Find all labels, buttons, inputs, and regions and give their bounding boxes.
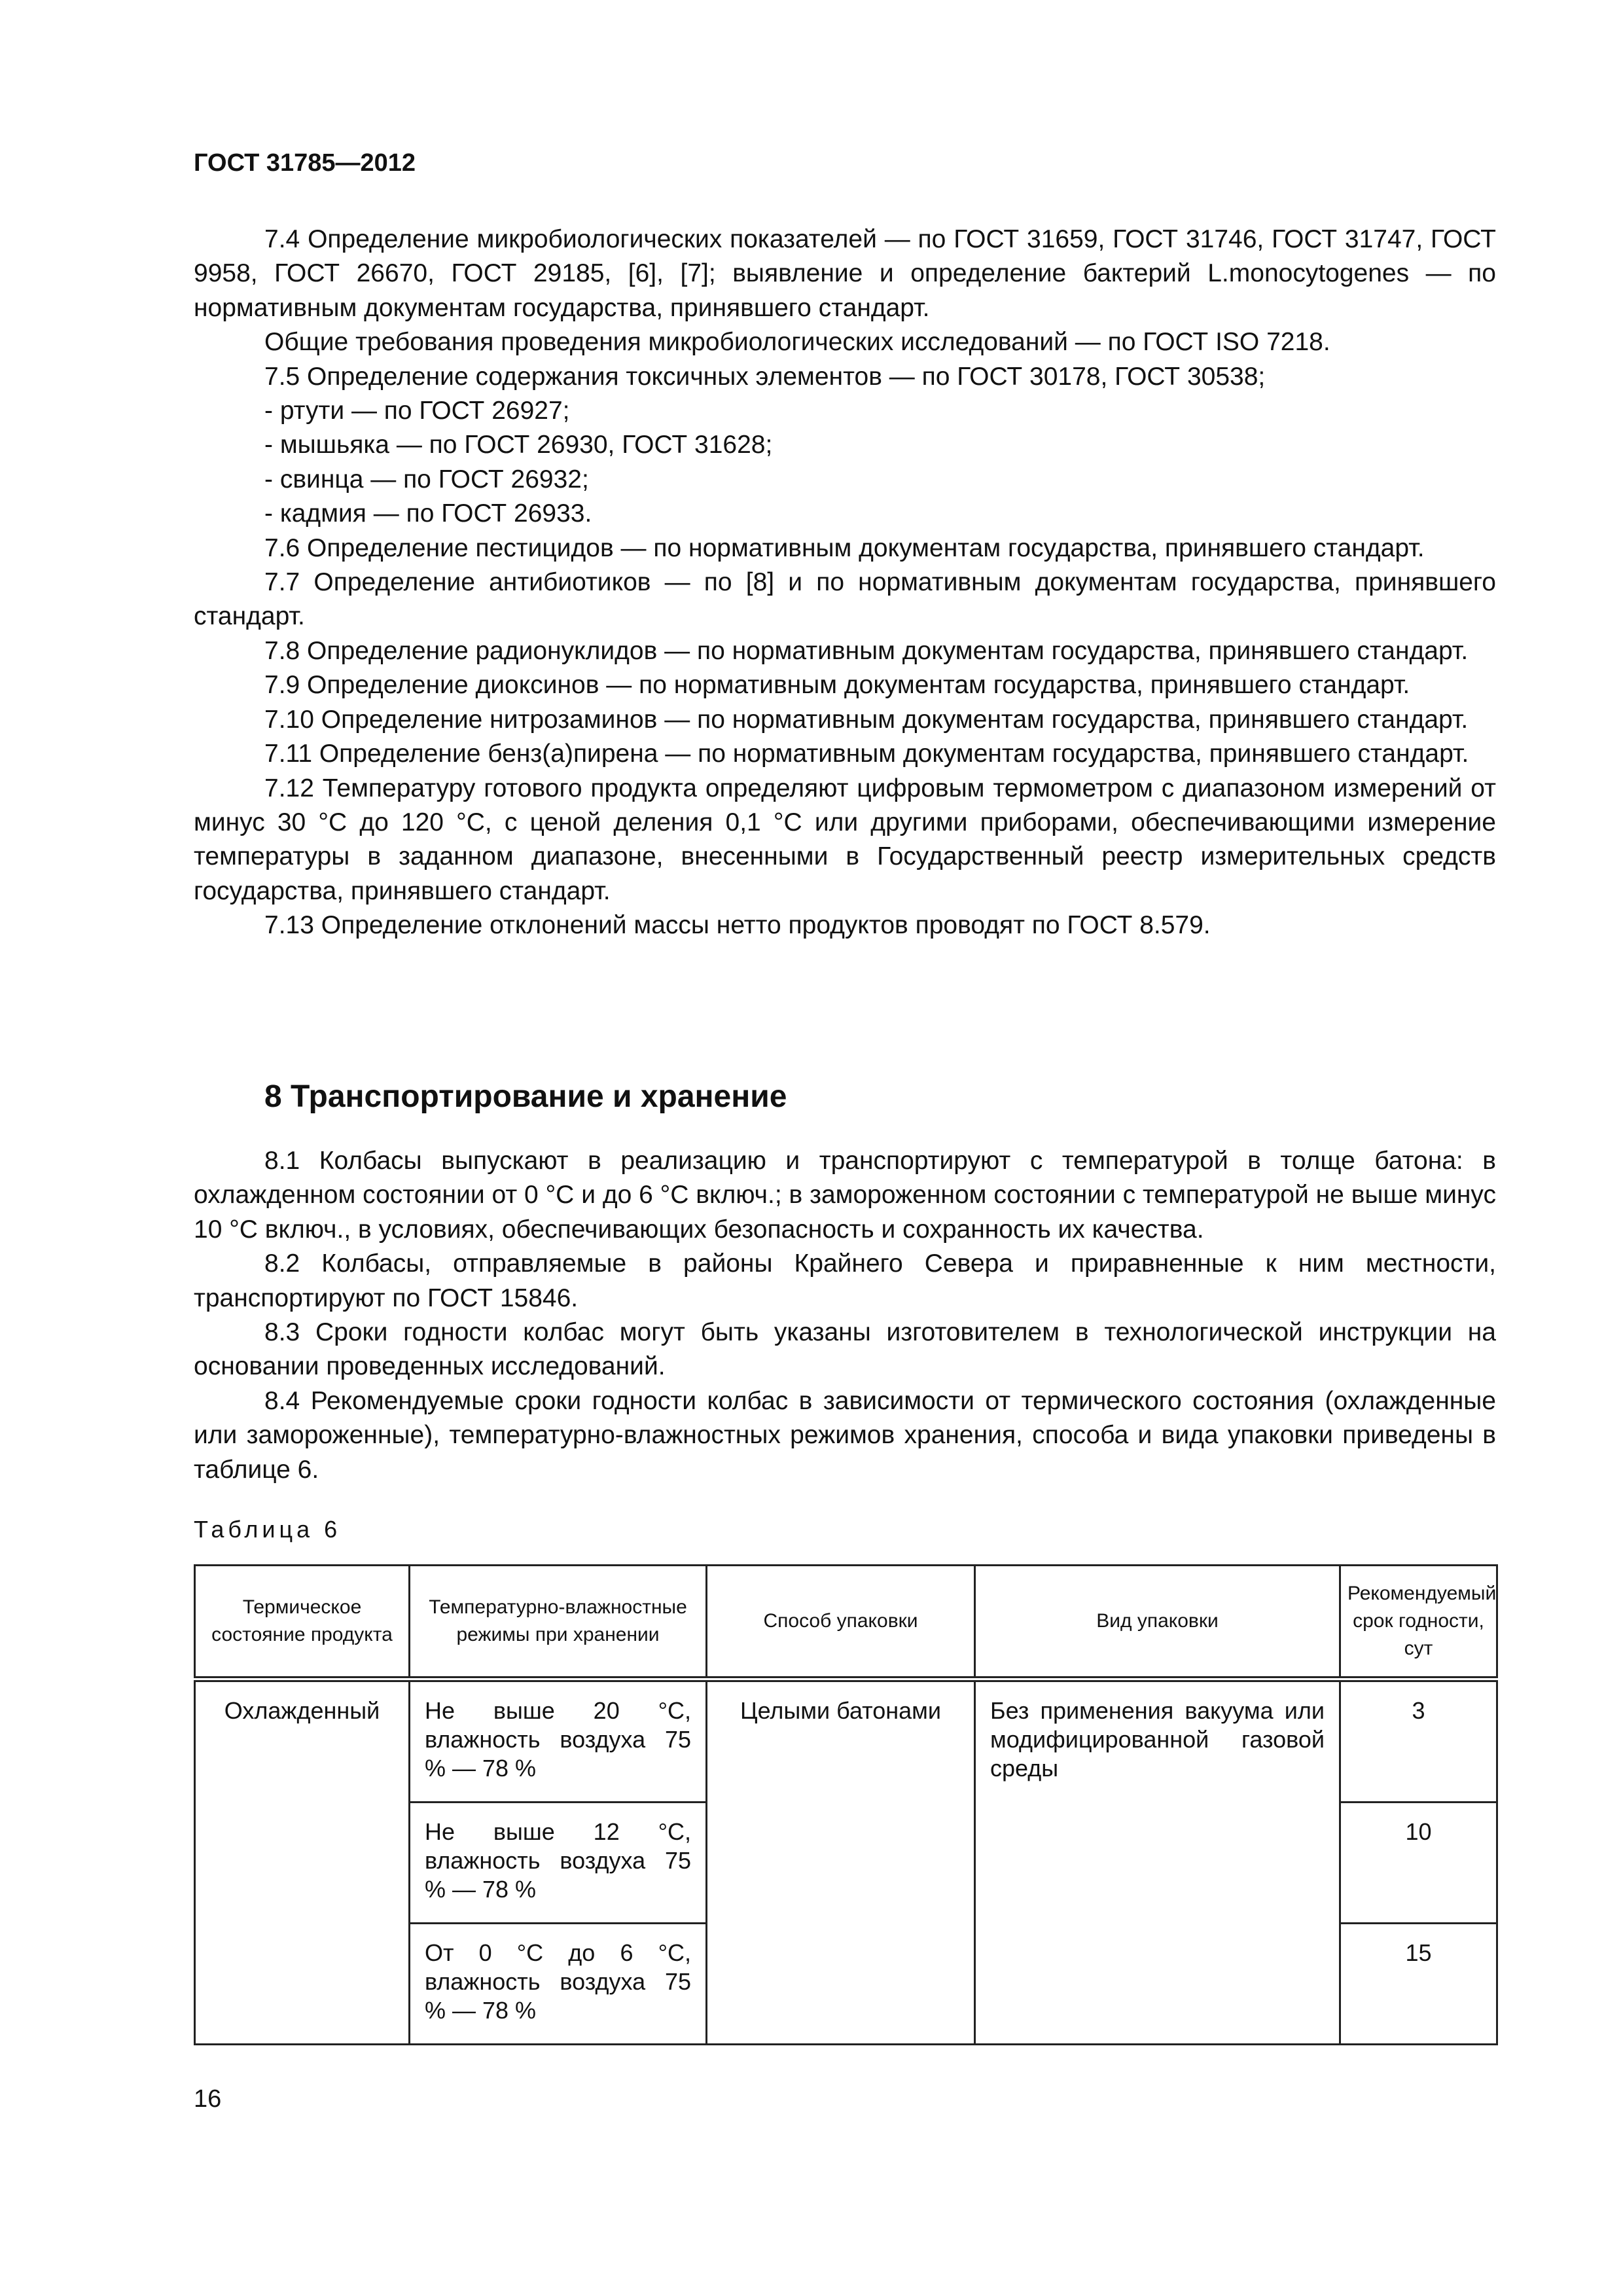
paragraph-8-1: 8.1 Колбасы выпускают в реализацию и транспортируют с температурой в толще батона: в охлажденном состоянии от 0 °С и до 6 °С включ.; в замороженном состоянии с температурой не выше минус 10 °С включ., в условиях, обеспечивающих безопасность и сохранность их качества. [194,1147,1496,1244]
paragraph-7-10: 7.10 Определение нитрозаминов — по нормативным документам государства, принявшего стандарт. [264,705,1469,734]
cell-regime: Не выше 20 °С, влажность воздуха 75 % — 78 % [410,1679,707,1803]
list-item-arsenic: - мышьяка — по ГОСТ 26930, ГОСТ 31628; [264,431,773,459]
section-8-title: 8 Транспортирование и хранение [264,1079,787,1114]
paragraph-7-4: 7.4 Определение микробиологических показателей — по ГОСТ 31659, ГОСТ 31746, ГОСТ 31747, ГОСТ 9958, ГОСТ 26670, ГОСТ 29185, [6], [7]; выявление и определение бактерий L.monocytogenes — по нормативным документам государства, принявшего стандарт. [194,225,1496,322]
paragraph-7-9: 7.9 Определение диоксинов — по нормативным документам государства, принявшего стандарт. [264,671,1410,700]
document-code: ГОСТ 31785—2012 [194,149,416,177]
paragraph-8-4: 8.4 Рекомендуемые сроки годности колбас в зависимости от термического состояния (охлажденные или замороженные), температурно-влажностных режимов хранения, способа и вида упаковки приведены в таблице 6. [194,1386,1496,1484]
table-header-row [195,1566,1497,1679]
list-item-lead: - свинца — по ГОСТ 26932; [264,465,589,493]
table-caption: Таблица 6 [194,1516,342,1543]
paragraph-7-6: 7.6 Определение пестицидов — по нормативным документам государства, принявшего стандарт. [264,533,1425,562]
cell-regime: Не выше 12 °С, влажность воздуха 75 % — 78 % [410,1803,707,1924]
cell-thermal-state: Охлажденный [195,1679,410,2045]
paragraph-7-13: 7.13 Определение отклонений массы нетто продуктов проводят по ГОСТ 8.579. [264,911,1211,940]
paragraph-7-8: 7.8 Определение радионуклидов — по нормативным документам государства, принявшего стандарт. [264,636,1469,665]
cell-shelf-life: 10 [1340,1803,1497,1924]
paragraph-7-12: 7.12 Температуру готового продукта определяют цифровым термометром с диапазоном измерений от минус 30 °С до 120 °С, с ценой деления 0,1 °С или другими приборами, обеспечивающими измерение температуры в заданном диапазоне, внесенными в Государственный реестр измерительных средств государства, принявшего стандарт. [194,774,1496,905]
paragraph-8-3: 8.3 Сроки годности колбас могут быть указаны изготовителем в технологической инструкции на основании проведенных исследований. [194,1318,1496,1381]
list-item-mercury: - ртути — по ГОСТ 26927; [264,397,570,425]
cell-regime: От 0 °С до 6 °С, влажность воздуха 75 % — 78 % [410,1924,707,2045]
paragraph-7-5: 7.5 Определение содержания токсичных элементов — по ГОСТ 30178, ГОСТ 30538; [264,362,1266,391]
section-7-text [194,223,1496,943]
header-packing-type: Вид упаковки [975,1566,1340,1679]
cell-packing-method: Целыми батонами [707,1679,975,2045]
paragraph-7-7: 7.7 Определение антибиотиков — по [8] и по нормативным документам государства, принявшего стандарт. [194,568,1496,631]
table-row [195,1679,1497,1803]
header-packing-method: Способ упаковки [707,1566,975,1679]
cell-shelf-life: 3 [1340,1679,1497,1803]
cell-packing-type: Без применения вакуума или модифицированной газовой среды [975,1679,1340,2045]
paragraph-8-2: 8.2 Колбасы, отправляемые в районы Крайнего Севера и приравненные к ним местности, транспортируют по ГОСТ 15846. [194,1249,1496,1312]
cell-shelf-life: 15 [1340,1924,1497,2045]
paragraph-7-11: 7.11 Определение бенз(а)пирена — по нормативным документам государства, принявшего стандарт. [264,740,1469,768]
paragraph-general-requirements: Общие требования проведения микробиологических исследований — по ГОСТ ISO 7218. [264,328,1330,357]
page-number: 16 [194,2085,222,2113]
header-shelf-life: Рекомендуемый срок годности, сут [1340,1566,1497,1679]
header-thermal-state: Термическое состояние продукта [195,1566,410,1679]
storage-table [194,1564,1498,2045]
list-item-cadmium: - кадмия — по ГОСТ 26933. [264,499,592,528]
section-8-text [194,1144,1496,1487]
header-regime: Температурно-влажностные режимы при хранении [410,1566,707,1679]
